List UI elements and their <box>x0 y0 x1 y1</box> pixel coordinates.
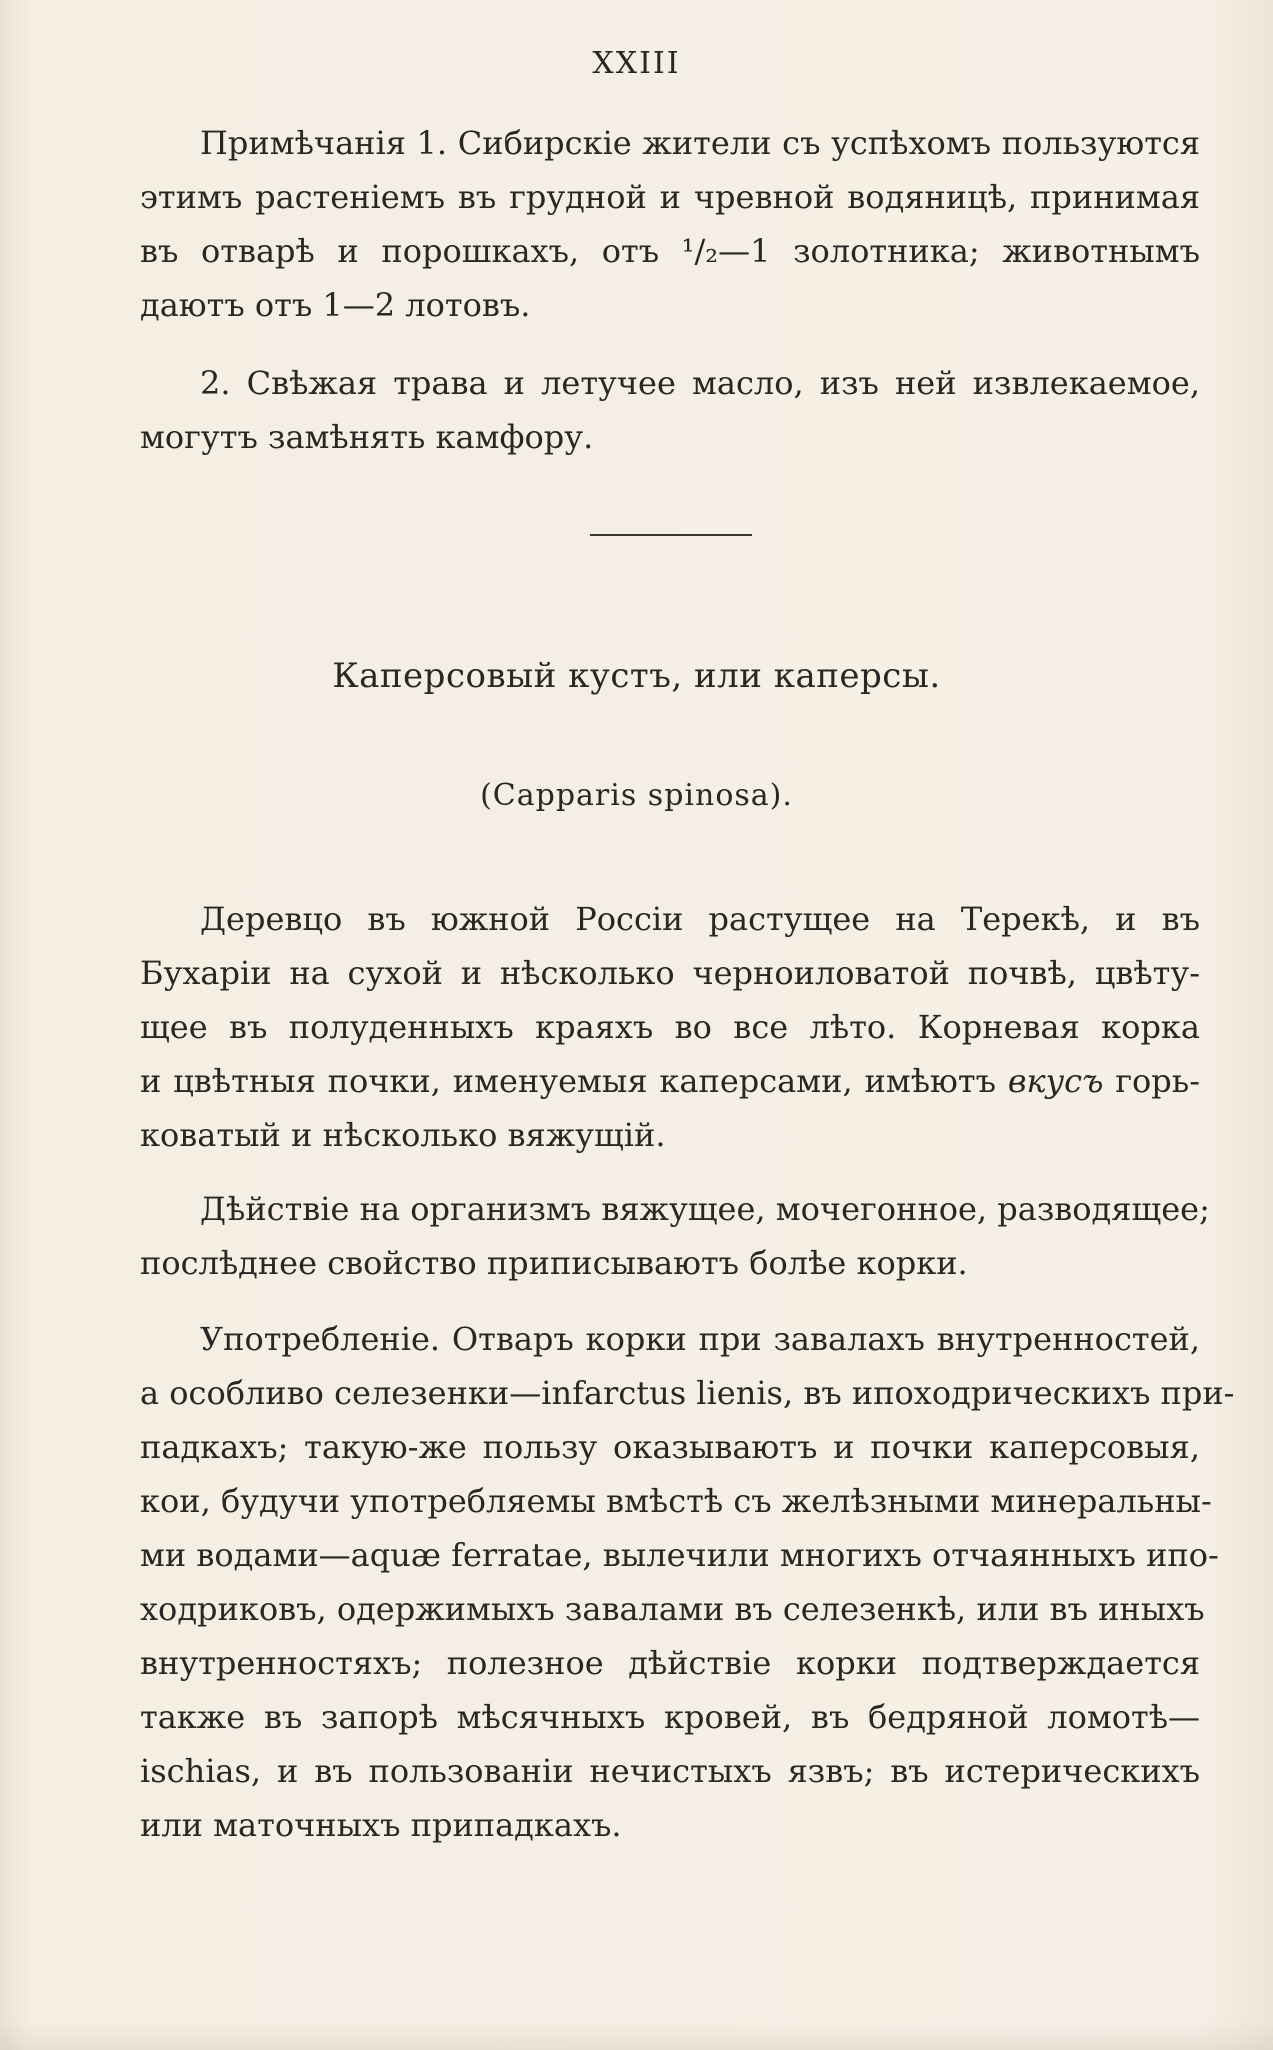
text-line: даютъ отъ 1—2 лотовъ. <box>140 286 531 324</box>
text-line: въ отварѣ и порошкахъ, отъ ¹/₂—1 золотника; животнымъ <box>140 232 1200 270</box>
text-line: щее въ полуденныхъ краяхъ во все лѣто. Корневая корка <box>140 1008 1200 1046</box>
text-line: Дѣйствіе на организмъ вяжущее, мочегонное, разводящее; <box>200 1190 1210 1228</box>
text-line: или маточныхъ припадкахъ. <box>140 1806 622 1844</box>
paragraph-usage <box>140 1312 1235 1852</box>
text-line <box>140 1054 1200 1108</box>
text-line: ми водами—aquæ ferratae, вылечили многихъ отчаянныхъ ипо- <box>140 1536 1219 1574</box>
text-line: Деревцо въ южной Россіи растущее на Терекѣ, и въ <box>200 900 1200 938</box>
text-line: также въ запорѣ мѣсячныхъ кровей, въ бедряной ломотѣ— <box>140 1698 1200 1736</box>
text-line: Примѣчанія 1. Сибирскіе жители съ успѣхомъ пользуются <box>200 124 1200 162</box>
text-line: внутренностяхъ; полезное дѣйствіе корки подтверждается <box>140 1644 1200 1682</box>
text-line: Бухаріи на сухой и нѣсколько черноиловатой почвѣ, цвѣту- <box>140 954 1200 992</box>
paragraph-description <box>140 892 1200 1162</box>
text-line: коватый и нѣсколько вяжущій. <box>140 1116 666 1154</box>
section-divider <box>590 534 752 536</box>
page-edge-shadow <box>0 2020 1273 2050</box>
text-line: а особливо селезенки—infarctus lienis, въ ипоходрическихъ при- <box>140 1374 1235 1412</box>
text-line: кои, будучи употребляемы вмѣстѣ съ желѣзными минеральны- <box>140 1482 1212 1520</box>
latin-name: (Capparis spinosa). <box>480 778 793 813</box>
text-line: могутъ замѣнять камфору. <box>140 418 594 456</box>
text-line: 2. Свѣжая трава и летучее масло, изъ ней извлекаемое, <box>200 364 1200 402</box>
note-2 <box>140 356 1200 464</box>
section-heading: Каперсовый кустъ, или каперсы. <box>332 656 941 696</box>
text-line: ходриковъ, одержимыхъ завалами въ селезенкѣ, или въ иныхъ <box>140 1590 1205 1628</box>
text-line: ischias, и въ пользованіи нечистыхъ язвъ; въ истерическихъ <box>140 1752 1200 1790</box>
text-segment: горь- <box>1103 1062 1201 1100</box>
italic-word: вкусъ <box>1007 1062 1104 1100</box>
text-line: послѣднее свойство приписываютъ болѣе корки. <box>140 1244 968 1282</box>
text-line: Употребленіе. Отваръ корки при завалахъ внутренностей, <box>200 1320 1200 1358</box>
text-line: этимъ растеніемъ въ грудной и чревной водяницѣ, принимая <box>140 178 1200 216</box>
paragraph-action <box>140 1182 1210 1290</box>
page-number: XXIII <box>592 46 681 81</box>
text-segment: и цвѣтныя почки, именуемыя каперсами, имѣютъ <box>140 1062 1008 1100</box>
note-1 <box>140 116 1200 332</box>
text-line: падкахъ; такую-же пользу оказываютъ и почки каперсовыя, <box>140 1428 1200 1466</box>
